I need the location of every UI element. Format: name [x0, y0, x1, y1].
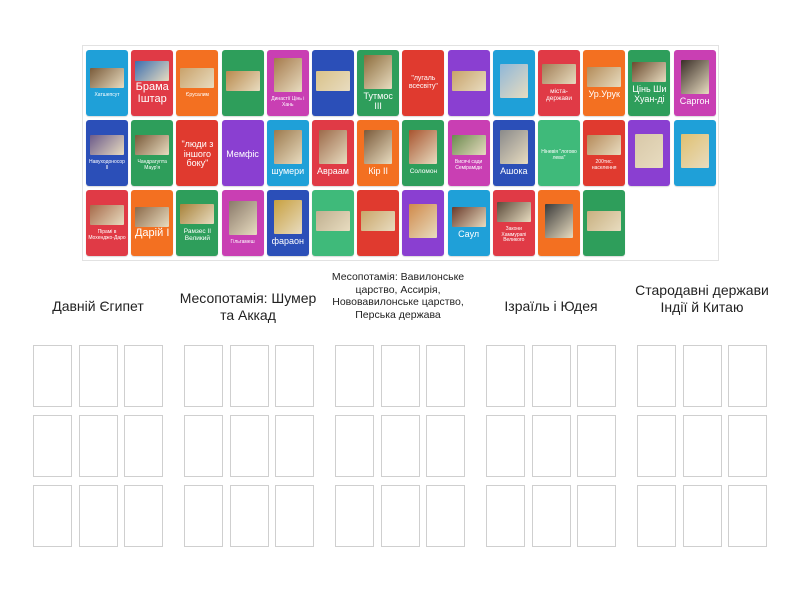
- draggable-card[interactable]: [402, 190, 444, 256]
- drop-slot[interactable]: [426, 415, 465, 477]
- card-label: Навуходоносор II: [89, 159, 125, 171]
- draggable-card[interactable]: [493, 50, 535, 116]
- draggable-card[interactable]: [674, 120, 716, 186]
- draggable-card[interactable]: [538, 50, 580, 116]
- draggable-card[interactable]: [86, 120, 128, 186]
- drop-slot[interactable]: [184, 415, 223, 477]
- drop-slot[interactable]: [577, 345, 616, 407]
- draggable-card[interactable]: [267, 120, 309, 186]
- drop-slot[interactable]: [532, 485, 571, 547]
- card-image: [274, 200, 302, 234]
- drop-slot[interactable]: [577, 485, 616, 547]
- card-image: [90, 205, 124, 225]
- drop-slot[interactable]: [33, 415, 72, 477]
- card-image: [545, 204, 573, 238]
- draggable-card[interactable]: [131, 120, 173, 186]
- draggable-card[interactable]: [583, 190, 625, 256]
- card-image: [409, 130, 437, 164]
- drop-slot[interactable]: [728, 345, 767, 407]
- draggable-card[interactable]: [86, 50, 128, 116]
- card-label: Тутмос III: [363, 90, 393, 111]
- card-image: [587, 67, 621, 87]
- card-image: [681, 60, 709, 94]
- draggable-card[interactable]: [357, 50, 399, 116]
- card-image: [681, 134, 709, 168]
- draggable-card[interactable]: [493, 190, 535, 256]
- drop-slot[interactable]: [381, 345, 420, 407]
- drop-slot[interactable]: [275, 415, 314, 477]
- card-image: [361, 211, 395, 231]
- card-image: [180, 68, 214, 88]
- category-title-sumer-akkad: Месопотамія: Шумер та Аккад: [179, 290, 317, 323]
- drop-slot[interactable]: [230, 415, 269, 477]
- drop-slot[interactable]: [335, 485, 374, 547]
- card-label: Дарій I: [134, 226, 170, 239]
- card-label: Рамзес II Великий: [183, 227, 212, 242]
- card-image: [90, 68, 124, 88]
- card-image: [364, 130, 392, 164]
- drop-slot[interactable]: [335, 345, 374, 407]
- draggable-card[interactable]: [312, 50, 354, 116]
- drop-slot[interactable]: [33, 345, 72, 407]
- card-image: [452, 135, 486, 155]
- draggable-card[interactable]: [583, 50, 625, 116]
- card-image: [135, 61, 169, 81]
- card-image: [542, 64, 576, 84]
- card-image: [274, 58, 302, 92]
- card-label: Висячі сади Семіраміди: [454, 159, 483, 171]
- card-label: Мемфіс: [226, 148, 259, 159]
- draggable-card[interactable]: [674, 50, 716, 116]
- draggable-card[interactable]: [402, 50, 444, 116]
- draggable-card[interactable]: [312, 190, 354, 256]
- card-label: Соломон: [409, 168, 438, 176]
- draggable-card[interactable]: [493, 120, 535, 186]
- card-label: Саргон: [679, 95, 710, 106]
- draggable-card[interactable]: [538, 190, 580, 256]
- drop-slot[interactable]: [426, 485, 465, 547]
- category-title-babylon-assyria-persia: Месопотамія: Вавилонське царство, Ассирія, Нововавилонське царство, Перська держава: [331, 271, 465, 321]
- card-image: [226, 71, 260, 91]
- drop-slot[interactable]: [381, 485, 420, 547]
- drop-slot[interactable]: [230, 485, 269, 547]
- drop-slot[interactable]: [486, 415, 525, 477]
- card-label: Хатшепсут: [94, 91, 120, 98]
- draggable-card[interactable]: [222, 190, 264, 256]
- category-title-india-china: Стародавні держави Індії й Китаю: [635, 282, 769, 315]
- card-image: [587, 135, 621, 155]
- card-label: Династії Цінь і Хань: [271, 96, 305, 108]
- drop-slot[interactable]: [532, 345, 571, 407]
- drop-slot[interactable]: [637, 345, 676, 407]
- card-image: [452, 207, 486, 227]
- card-label: Пірамі в Мохенджо-Даро: [88, 229, 126, 241]
- draggable-card[interactable]: [131, 50, 173, 116]
- drop-slot[interactable]: [124, 485, 163, 547]
- draggable-card[interactable]: [448, 120, 490, 186]
- card-label: Гільгамеш: [230, 238, 255, 245]
- drop-slot[interactable]: [728, 485, 767, 547]
- drop-slot[interactable]: [683, 345, 722, 407]
- card-image: [635, 134, 663, 168]
- card-image: [364, 55, 392, 89]
- draggable-card[interactable]: [267, 50, 309, 116]
- draggable-card[interactable]: [222, 50, 264, 116]
- card-image: [319, 130, 347, 164]
- card-label: "люди з іншого боку": [181, 138, 214, 169]
- draggable-card[interactable]: [357, 190, 399, 256]
- draggable-card[interactable]: [538, 120, 580, 186]
- draggable-card[interactable]: [312, 120, 354, 186]
- card-image: [135, 207, 169, 227]
- drop-slot[interactable]: [577, 415, 616, 477]
- draggable-card[interactable]: [628, 50, 670, 116]
- card-image: [90, 135, 124, 155]
- drop-slot[interactable]: [637, 415, 676, 477]
- card-image: [229, 201, 257, 235]
- drop-slot[interactable]: [79, 345, 118, 407]
- drop-slot[interactable]: [532, 415, 571, 477]
- draggable-card[interactable]: [267, 190, 309, 256]
- card-label: Ніневія "логово лева": [541, 149, 577, 161]
- draggable-card[interactable]: [222, 120, 264, 186]
- drop-slot[interactable]: [486, 345, 525, 407]
- drop-slot[interactable]: [426, 345, 465, 407]
- card-label: Кір II: [368, 165, 389, 176]
- card-image: [452, 71, 486, 91]
- card-image: [500, 130, 528, 164]
- draggable-card[interactable]: [448, 50, 490, 116]
- draggable-card[interactable]: [628, 120, 670, 186]
- card-label: Єрусалим: [185, 91, 209, 98]
- draggable-card[interactable]: [176, 190, 218, 256]
- drop-slot[interactable]: [335, 415, 374, 477]
- card-pool: [82, 45, 719, 261]
- card-label: Ашока: [500, 165, 528, 176]
- drop-slot[interactable]: [486, 485, 525, 547]
- draggable-card[interactable]: [583, 120, 625, 186]
- card-label: Цінь Ши Хуан-ді: [632, 83, 667, 104]
- card-label: Авраам: [317, 165, 349, 176]
- category-title-israel-judea: Ізраїль і Юдея: [504, 298, 598, 314]
- drop-slot[interactable]: [683, 415, 722, 477]
- card-image: [409, 204, 437, 238]
- card-label: "лугаль всесвіту": [408, 75, 438, 90]
- drop-slot[interactable]: [184, 345, 223, 407]
- drop-slot[interactable]: [79, 415, 118, 477]
- card-label: Саул: [458, 228, 480, 239]
- drop-slot[interactable]: [124, 345, 163, 407]
- draggable-card[interactable]: [86, 190, 128, 256]
- draggable-card[interactable]: [448, 190, 490, 256]
- card-image: [180, 204, 214, 224]
- drop-slot[interactable]: [124, 415, 163, 477]
- draggable-card[interactable]: [357, 120, 399, 186]
- card-image: [316, 71, 350, 91]
- draggable-card[interactable]: [176, 120, 218, 186]
- card-image: [632, 62, 666, 82]
- card-label: шумери: [271, 165, 305, 176]
- drop-slot[interactable]: [275, 485, 314, 547]
- card-label: Закони Хаммурапі Великого: [501, 226, 527, 244]
- card-image: [500, 64, 528, 98]
- card-image: [497, 202, 531, 222]
- card-image: [274, 130, 302, 164]
- category-title-egypt: Давній Єгипет: [52, 298, 144, 314]
- draggable-card[interactable]: [176, 50, 218, 116]
- drop-slot[interactable]: [381, 415, 420, 477]
- drop-slot[interactable]: [637, 485, 676, 547]
- card-label: Чандрагупта Маур'я: [137, 159, 167, 171]
- drop-slot[interactable]: [683, 485, 722, 547]
- draggable-card[interactable]: [402, 120, 444, 186]
- drop-slot[interactable]: [275, 345, 314, 407]
- card-image: [587, 211, 621, 231]
- card-image: [316, 211, 350, 231]
- card-label: Брама Іштар: [135, 80, 169, 105]
- draggable-card[interactable]: [131, 190, 173, 256]
- card-image: [135, 135, 169, 155]
- card-label: міста-держави: [545, 87, 573, 102]
- drop-slot[interactable]: [33, 485, 72, 547]
- drop-slot[interactable]: [79, 485, 118, 547]
- drop-slot[interactable]: [728, 415, 767, 477]
- card-label: Ур.Урук: [588, 88, 620, 99]
- card-label: фараон: [271, 235, 304, 246]
- drop-slot[interactable]: [184, 485, 223, 547]
- card-label: 200тис. населення: [591, 159, 617, 171]
- drop-slot[interactable]: [230, 345, 269, 407]
